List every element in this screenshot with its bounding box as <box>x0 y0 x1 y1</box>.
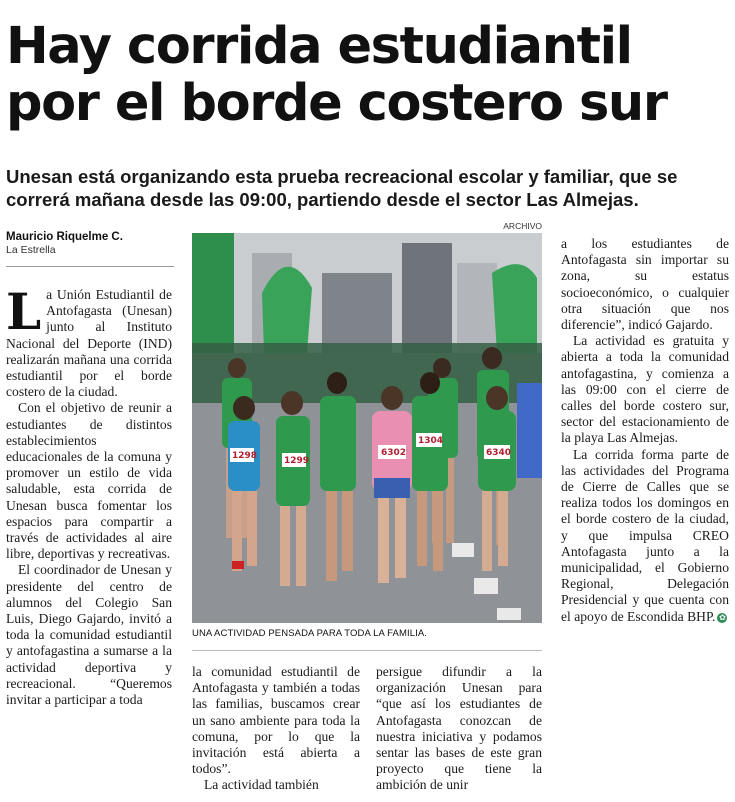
bib-number: 1298 <box>232 451 258 461</box>
bib-number: 6340 <box>486 448 512 458</box>
paragraph: la comunidad estudiantil de Antofagasta y también a todas las familias, buscamos crear un sano ambiente para toda la comuna, por lo que la invitación está abierta a todos”. <box>192 664 360 777</box>
publication-name: La Estrella <box>6 244 56 256</box>
caption-divider <box>192 650 542 651</box>
byline <box>6 230 176 257</box>
article-column-1 <box>6 282 172 708</box>
photo-caption: UNA ACTIVIDAD PENSADA PARA TODA LA FAMILIA. <box>192 628 428 639</box>
bib-number: 6302 <box>381 448 407 458</box>
bib-number: 1304 <box>418 436 444 446</box>
paragraph: Con el objetivo de reunir a estudiantes de distintos establecimientos educacionales de la comuna y promover un estilo de vida saludable, esta corrida de Unesan busca fomentar los espacios para compartir a través de actividades al aire libre, deportivas y recreativas. <box>6 400 172 562</box>
subheadline: Unesan está organizando esta prueba recreacional escolar y familiar, que se correrá mañana desde las 09:00, partiendo desde el sector Las Almejas. <box>6 166 678 210</box>
drop-cap: L <box>6 282 42 341</box>
article-column-2 <box>192 664 360 794</box>
paragraph: El coordinador de Unesan y presidente del centro de alumnos del Colegio San Luis, Diego Gajardo, invitó a toda la comunidad estudiantil y antofagastina a sumarse a la actividad deportiva y recreacional. “Queremos invitar a participar a toda <box>6 562 172 708</box>
byline-divider <box>6 266 174 267</box>
paragraph <box>6 282 172 400</box>
article-column-4 <box>561 236 729 625</box>
paragraph-text: a Unión Estudiantil de Antofagasta (Unesan) junto al Instituto Nacional del Deporte (IND) realizarán mañana una corrida estudiantil por el borde costero de la ciudad. <box>6 287 172 400</box>
article-column-3 <box>376 664 542 794</box>
paragraph-text: La corrida forma parte de las actividades del Programa de Cierre de Calles que se realiza todos los domingos en el borde costero de la ciudad, y que impulsa CREO Antofagasta junto a la municipalidad, el Gobierno Regional, Delegación Presidencial y que cuenta con el apoyo de Escondida BHP. <box>561 446 729 624</box>
paragraph: a los estudiantes de Antofagasta sin importar su zona, su estatus socioeconómico, o cualquier otra situación que nos diferencie”, indicó Gajardo. <box>561 236 729 333</box>
end-mark-icon: ✿ <box>719 612 726 622</box>
paragraph <box>561 447 729 625</box>
paragraph: persigue difundir a la organización Unesan para “que así los estudiantes de Antofagasta conozcan de nuestra iniciativa y podamos sentar las bases de este gran proyecto que tiene la ambición de unir <box>376 664 542 793</box>
author-name: Mauricio Riquelme C. <box>6 231 123 243</box>
photo-credit: ARCHIVO <box>503 221 542 231</box>
headline: Hay corrida estudiantil por el borde costero sur <box>6 17 667 133</box>
bib-number: 1299 <box>284 456 310 466</box>
race-photo <box>192 233 542 623</box>
paragraph: La actividad también <box>204 777 319 793</box>
paragraph: La actividad es gratuita y abierta a toda la comunidad antofagastina, y comienza a las 09:00 con el cierre de calles del borde costero sur, sector del estacionamiento de la playa Las Almejas. <box>561 333 729 446</box>
